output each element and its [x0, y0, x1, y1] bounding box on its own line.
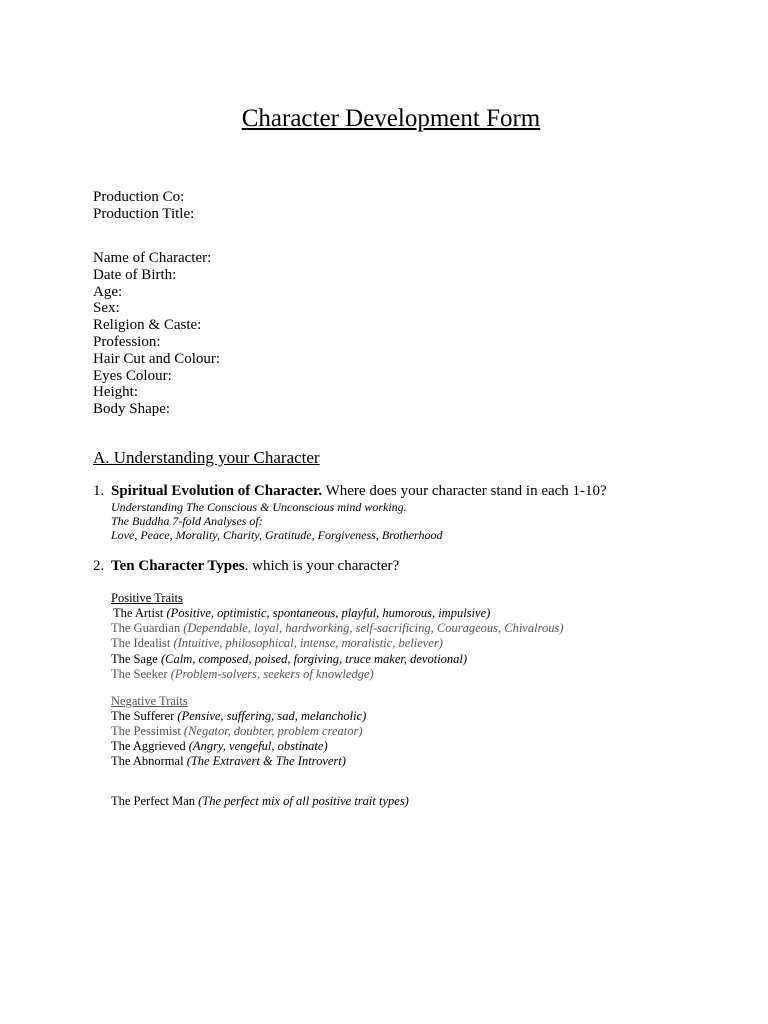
trait-name: The Aggrieved: [111, 739, 189, 753]
trait-name: The Idealist: [111, 636, 174, 650]
trait-item: [111, 667, 564, 682]
field-height: Height:: [93, 384, 138, 401]
trait-item: [111, 754, 366, 769]
detail-line: Understanding The Conscious & Unconscious mind working.: [111, 500, 407, 514]
trait-name: The Perfect Man: [111, 794, 199, 808]
trait-desc: (Angry, vengeful, obstinate): [188, 739, 328, 753]
negative-traits-heading: Negative Traits: [111, 694, 188, 708]
negative-traits: [111, 694, 366, 769]
trait-item: [111, 794, 409, 809]
trait-name: The Abnormal: [111, 754, 187, 768]
trait-name: The Sufferer: [111, 709, 178, 723]
trait-item: [111, 652, 564, 667]
question-text: Where does your character stand in each 1-10?: [322, 483, 607, 499]
field-name-of-character: Name of Character:: [93, 250, 212, 266]
question-number: 1.: [93, 483, 105, 499]
question-1-details: [111, 500, 443, 542]
trait-desc: (Negator, doubter, problem creator): [183, 724, 363, 738]
trait-item: [111, 636, 564, 651]
detail-line: The Buddha 7-fold Analyses of:: [111, 514, 263, 528]
field-sex: Sex:: [93, 300, 120, 317]
positive-traits-heading: Positive Traits: [111, 591, 183, 605]
field-production-co: Production Co:: [93, 189, 185, 205]
character-fields: [93, 250, 220, 418]
question-title: Ten Character Types: [111, 558, 245, 574]
trait-desc: (Intuitive, philosophical, intense, moralistic, believer): [173, 636, 443, 650]
field-religion-caste: Religion & Caste:: [93, 317, 202, 334]
trait-name: The Seeker: [111, 667, 171, 681]
trait-item: [111, 739, 366, 754]
perfect-man: [111, 794, 409, 809]
detail-line: Love, Peace, Morality, Charity, Gratitude, Forgiveness, Brotherhood: [111, 528, 443, 542]
trait-desc: (Calm, composed, poised, forgiving, truce maker, devotional): [160, 652, 468, 666]
page-title: Character Development Form: [241, 105, 541, 132]
trait-name: The Sage: [111, 652, 161, 666]
field-eyes: Eyes Colour:: [93, 367, 172, 384]
trait-name: The Guardian: [111, 621, 184, 635]
trait-desc: (Positive, optimistic, spontaneous, playful, humorous, impulsive): [166, 606, 491, 620]
field-age: Age:: [93, 283, 123, 300]
field-production-title: Production Title:: [93, 205, 195, 222]
trait-desc: (The perfect mix of all positive trait types): [198, 794, 409, 808]
trait-item: [111, 621, 564, 636]
field-body-shape: Body Shape:: [93, 401, 171, 418]
trait-item: [111, 724, 366, 739]
field-hair: Hair Cut and Colour:: [93, 350, 221, 367]
trait-item: [111, 606, 564, 621]
section-heading-a: A. Understanding your Character: [93, 448, 320, 467]
question-text: . which is your character?: [244, 558, 400, 574]
question-1: [93, 482, 607, 500]
field-profession: Profession:: [93, 333, 161, 350]
trait-name: The Artist: [113, 606, 167, 620]
trait-desc: (The Extravert & The Introvert): [186, 754, 346, 768]
trait-desc: (Dependable, loyal, hardworking, self-sacrificing, Courageous, Chivalrous): [183, 621, 564, 635]
production-fields: [93, 189, 194, 223]
trait-name: The Pessimist: [111, 724, 184, 738]
question-2: [93, 557, 399, 575]
trait-item: [111, 709, 366, 724]
trait-desc: (Pensive, suffering, sad, melancholic): [177, 709, 367, 723]
field-date-of-birth: Date of Birth:: [93, 266, 177, 283]
question-title: Spiritual Evolution of Character.: [111, 483, 323, 499]
positive-traits: [111, 591, 564, 682]
trait-desc: (Problem-solvers, seekers of knowledge): [170, 667, 374, 681]
question-number: 2.: [93, 558, 105, 574]
